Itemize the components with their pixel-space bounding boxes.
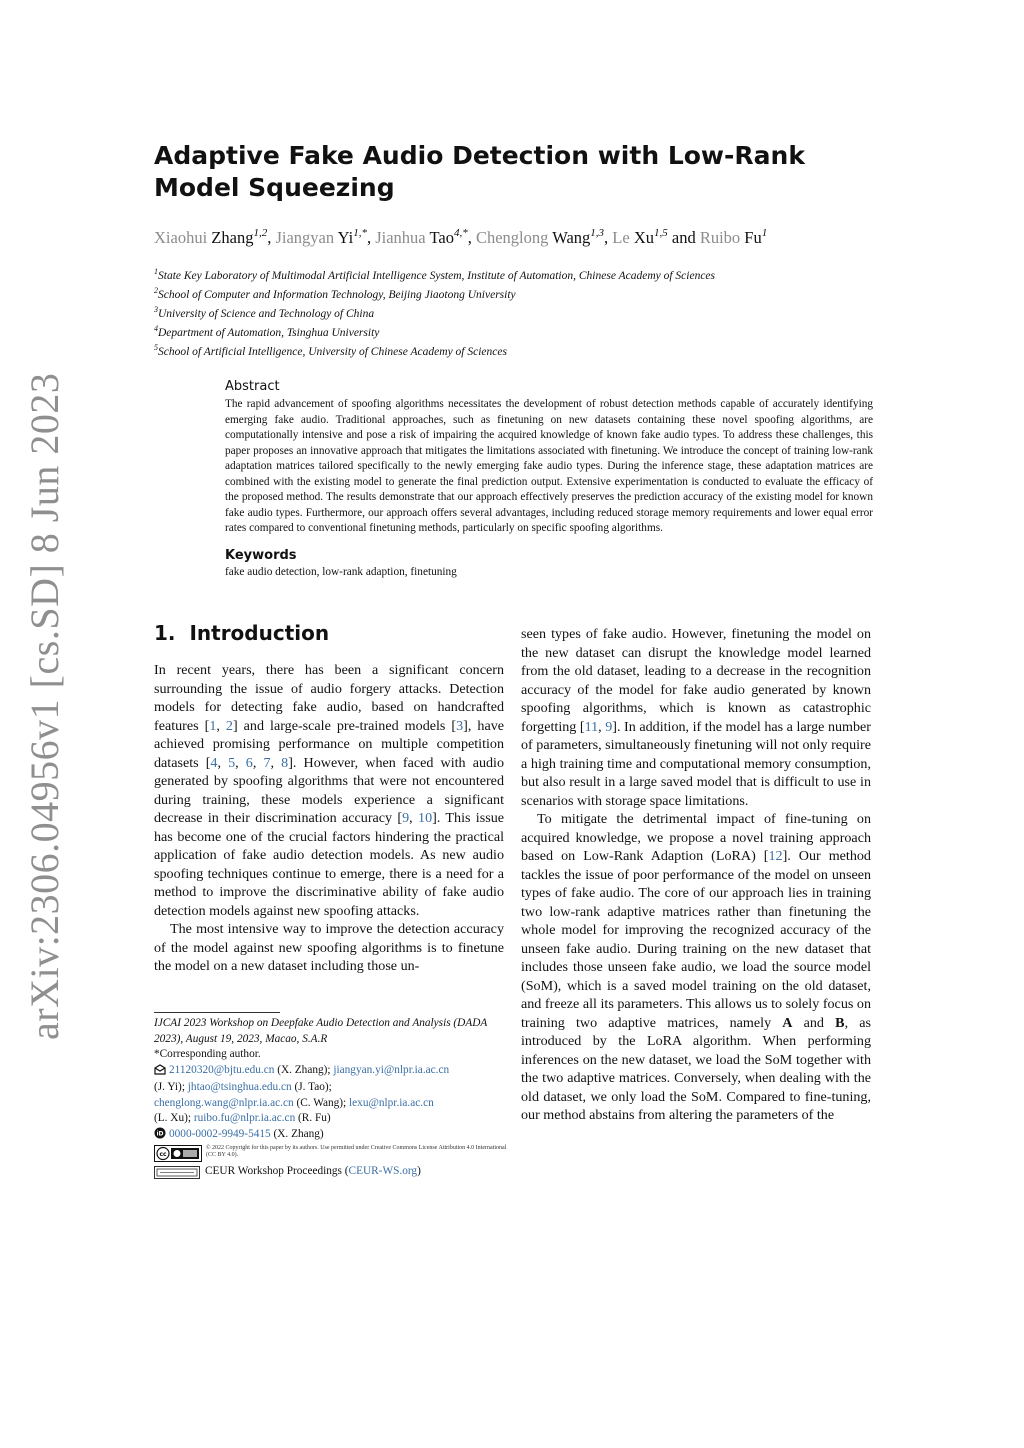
email-owner: (J. Tao); bbox=[291, 1081, 332, 1093]
citation-link[interactable]: 5 bbox=[228, 754, 236, 771]
keywords-heading: Keywords bbox=[225, 547, 297, 563]
citation-link[interactable]: 11 bbox=[584, 718, 599, 735]
citation-link[interactable]: 9 bbox=[605, 718, 613, 735]
affiliation-line bbox=[154, 262, 914, 281]
paragraph-text: ]. However, when faced with audio generated by spoofing algorithms that were not encountered during training, these models experience a significant decrease in their discrimination accuracy [ bbox=[154, 754, 505, 826]
author-given-name: Xiaohui bbox=[154, 228, 208, 247]
section-title: Introduction bbox=[189, 621, 330, 645]
author-separator: , bbox=[467, 228, 476, 247]
citation-link[interactable]: 1 bbox=[209, 717, 217, 734]
author-separator: , bbox=[604, 228, 613, 247]
envelope-icon bbox=[154, 1064, 166, 1081]
footnotes bbox=[154, 1016, 514, 1180]
ceur-logo-icon bbox=[154, 1166, 200, 1179]
author-given-name: Le bbox=[612, 228, 630, 247]
corresponding-note: *Corresponding author. bbox=[154, 1048, 261, 1060]
author-separator: , bbox=[267, 228, 276, 247]
author-family-name: Fu bbox=[744, 228, 762, 247]
ceur-label: CEUR Workshop Proceedings ( bbox=[205, 1165, 349, 1178]
author-affiliation-marker: 1 bbox=[761, 227, 768, 239]
paragraph-text: ], have achieved promising performance on multiple competition datasets [ bbox=[154, 717, 504, 771]
author-given-name: Ruibo bbox=[699, 228, 741, 247]
affiliations bbox=[154, 262, 914, 357]
citation-link[interactable]: 12 bbox=[768, 848, 783, 864]
paragraph-text: and bbox=[792, 1014, 836, 1031]
affiliation-number: 5 bbox=[154, 343, 158, 352]
paragraph-text: , bbox=[598, 718, 606, 735]
affiliation-line bbox=[154, 338, 914, 357]
license-text: © 2022 Copyright for this paper by its authors. Use permitted under Creative Commons License Attribution 4.0 International (CC BY 4.0). bbox=[206, 1145, 507, 1158]
paragraph: The most intensive way to improve the detection accuracy of the model against new spoofing algorithms is to finetune the model on a new dataset including those un- bbox=[154, 921, 504, 974]
orcid-line bbox=[154, 1127, 514, 1145]
author-list bbox=[154, 221, 914, 250]
affiliation-text: State Key Laboratory of Multimodal Artificial Intelligence System, Institute of Automation, Chinese Academy of Sciences bbox=[158, 269, 716, 282]
arxiv-stamp: arXiv:2306.04956v1 [cs.SD] 8 Jun 2023 bbox=[22, 372, 67, 1040]
paragraph-text: ] and large-scale pre-trained models [ bbox=[232, 717, 457, 734]
citation-link[interactable]: 9 bbox=[402, 810, 410, 826]
affiliation-number: 3 bbox=[154, 305, 158, 314]
orcid-link[interactable]: 0000-0002-9949-5415 bbox=[169, 1127, 271, 1140]
section-number: 1. bbox=[154, 621, 176, 645]
svg-text:iD: iD bbox=[156, 1130, 164, 1137]
abstract-text: The rapid advancement of spoofing algorithms necessitates the development of robust detection methods capable of accurately identifying emerging fake audio. Traditional approaches, such as finetuning on new datasets containing these novel spoofing algorithms, are computationally intensive and pose a risk of impairing the acquired knowledge of known fake audio types. To address these challenges, this paper proposes an innovative approach that mitigates the limitations associated with finetuning. We introduce the concept of training low-rank adaptation matrices tailored specifically to the newly emerging fake audio types. During the inference stage, these adaptation matrices are combined with the existing model to generate the final prediction output. Extensive experimentation is conducted to evaluate the efficacy of the proposed method. The results demonstrate that our approach effectively preserves the prediction accuracy of the existing model for known fake audio types. Furthermore, our approach offers several advantages, including reduced storage memory requirements and lower equal error rates compared to conventional finetuning methods, particularly on specific spoofing algorithms. bbox=[225, 398, 873, 534]
citation-link[interactable]: 3 bbox=[456, 717, 464, 734]
paragraph bbox=[521, 810, 871, 1125]
author-separator: and bbox=[667, 228, 700, 247]
author-given-name: Chenglong bbox=[475, 228, 549, 247]
email-owner: (C. Wang); bbox=[293, 1096, 350, 1109]
email-link[interactable]: ruibo.fu@nlpr.ia.ac.cn bbox=[193, 1112, 296, 1124]
email-owner: (R. Fu) bbox=[295, 1112, 331, 1124]
paragraph-text: , bbox=[252, 754, 264, 771]
left-column bbox=[154, 661, 504, 976]
email-link[interactable]: lexu@nlpr.ia.ac.cn bbox=[349, 1096, 434, 1109]
affiliation-text: University of Science and Technology of China bbox=[158, 307, 375, 320]
footnote-divider bbox=[154, 1012, 280, 1013]
citation-link[interactable]: 6 bbox=[245, 754, 253, 771]
citation-link[interactable]: 7 bbox=[263, 754, 271, 771]
paragraph-text: ]. Our method tackles the issue of poor performance of the model on unseen types of fake audio. The core of our approach lies in training two low-rank adaptive matrices rather than finetuning the whole model for improving the recognized accuracy of the unseen fake audio. During training on the new dataset that includes those unseen fake audio, we load the source model (SoM), which is a saved model training on the old dataset, and freeze all its parameters. This allows us to solely focus on training two adaptive matrices, namely bbox=[521, 848, 871, 1031]
abstract-heading: Abstract bbox=[225, 379, 280, 394]
author-family-name: Xu bbox=[633, 228, 654, 247]
email-owner: (J. Yi); bbox=[154, 1081, 188, 1093]
author-family-name: Tao bbox=[429, 228, 454, 247]
paragraph-text: To mitigate the detrimental impact of fine-tuning on acquired knowledge, we propose a novel training approach based on Low-Rank Adaption (LoRA) [ bbox=[521, 811, 871, 864]
paragraph-text: ]. In addition, if the model has a large number of parameters, simultaneously finetuning will not only require a high training time and computational memory consumption, but also result in a large saved model that is difficult to use in scenarios with storage space limitations. bbox=[521, 718, 871, 809]
section-heading bbox=[154, 619, 329, 647]
paragraph-text: , as introduced by the LoRA algorithm. When performing inferences on the new dataset, we load the SoM together with the two adaptive matrices. Conversely, when dealing with the old dataset, we only load the SoM. Compared to fine-tuning, our method abstains from altering the parameters of the bbox=[521, 1014, 871, 1123]
affiliation-number: 1 bbox=[154, 267, 158, 276]
ceur-link[interactable]: CEUR-WS.org bbox=[348, 1165, 418, 1178]
matrix-symbol: A bbox=[782, 1014, 793, 1031]
author-affiliation-marker: 1,3 bbox=[590, 227, 605, 239]
matrix-symbol: B bbox=[835, 1014, 845, 1031]
author-affiliation-marker: 1,5 bbox=[654, 227, 668, 239]
keywords-text: fake audio detection, low-rank adaption, finetuning bbox=[225, 565, 457, 578]
affiliation-number: 2 bbox=[154, 286, 158, 295]
citation-link[interactable]: 2 bbox=[225, 717, 233, 734]
author-separator: , bbox=[366, 228, 376, 247]
venue-note: IJCAI 2023 Workshop on Deepfake Audio Detection and Analysis (DADA 2023), August 19, 2023, Macao, S.A.R bbox=[154, 1017, 488, 1045]
paper-title: Adaptive Fake Audio Detection with Low-Rank Model Squeezing bbox=[154, 141, 805, 202]
affiliation-number: 4 bbox=[154, 324, 158, 333]
email-list bbox=[154, 1063, 514, 1127]
paragraph-text: , bbox=[270, 754, 282, 771]
paragraph bbox=[154, 661, 504, 920]
paragraph bbox=[521, 625, 871, 810]
email-link[interactable]: chenglong.wang@nlpr.ia.ac.cn bbox=[154, 1096, 294, 1109]
svg-text:cc: cc bbox=[159, 1151, 167, 1158]
author-family-name: Yi bbox=[337, 228, 354, 247]
email-link[interactable]: jhtao@tsinghua.edu.cn bbox=[187, 1081, 292, 1093]
affiliation-line bbox=[154, 319, 914, 338]
paragraph-text: , bbox=[235, 754, 246, 771]
author-given-name: Jianhua bbox=[375, 228, 426, 247]
paragraph-text: , bbox=[409, 810, 419, 826]
citation-link[interactable]: 4 bbox=[210, 754, 218, 771]
paragraph-text: In recent years, there has been a significant concern surrounding the issue of audio forgery attacks. Detection models for detecting fake audio, based on handcrafted features [ bbox=[154, 662, 504, 734]
email-owner: (X. Zhang); bbox=[274, 1063, 334, 1076]
orcid-icon bbox=[154, 1127, 166, 1145]
license-row bbox=[154, 1145, 514, 1163]
abstract-block bbox=[225, 378, 873, 580]
affiliation-text: School of Computer and Information Technology, Beijing Jiaotong University bbox=[158, 288, 516, 301]
paragraph-text: , bbox=[216, 717, 226, 734]
ceur-close: ) bbox=[417, 1165, 421, 1178]
affiliation-text: School of Artificial Intelligence, University of Chinese Academy of Sciences bbox=[158, 345, 507, 358]
paragraph-text: ]. This issue has become one of the crucial factors hindering the practical application of fake audio detection models. As new audio spoofing techniques continue to emerge, there is a need for a method to improve the discriminative ability of fake audio detection models against new spoofing attacks. bbox=[154, 810, 504, 919]
author-affiliation-marker: 4,* bbox=[453, 227, 468, 239]
author-affiliation-marker: 1,2 bbox=[253, 227, 268, 239]
citation-link[interactable]: 8 bbox=[281, 754, 289, 771]
author-family-name: Wang bbox=[552, 228, 591, 247]
affiliation-line bbox=[154, 281, 914, 300]
paragraph-text: seen types of fake audio. However, finetuning the model on the new dataset can disrupt the knowledge model learned from the old dataset, leading to a decrease in the recognition accuracy of the model for fake audio generated by known spoofing algorithms, which is known as catastrophic forgetting [ bbox=[521, 626, 871, 735]
email-link[interactable]: 21120320@bjtu.edu.cn bbox=[169, 1063, 275, 1076]
orcid-owner: (X. Zhang) bbox=[270, 1127, 324, 1140]
right-column bbox=[521, 625, 871, 1125]
affiliation-line bbox=[154, 300, 914, 319]
paragraph-text: , bbox=[217, 754, 229, 771]
author-family-name: Zhang bbox=[211, 228, 254, 247]
affiliation-text: Department of Automation, Tsinghua University bbox=[158, 326, 380, 339]
citation-link[interactable]: 10 bbox=[418, 810, 433, 826]
author-given-name: Jiangyan bbox=[275, 228, 335, 247]
author-affiliation-marker: 1,* bbox=[353, 227, 367, 239]
cc-by-icon bbox=[154, 1145, 202, 1162]
email-owner: (L. Xu); bbox=[154, 1112, 194, 1124]
ceur-row bbox=[154, 1164, 514, 1180]
email-link[interactable]: jiangyan.yi@nlpr.ia.ac.cn bbox=[333, 1063, 450, 1076]
